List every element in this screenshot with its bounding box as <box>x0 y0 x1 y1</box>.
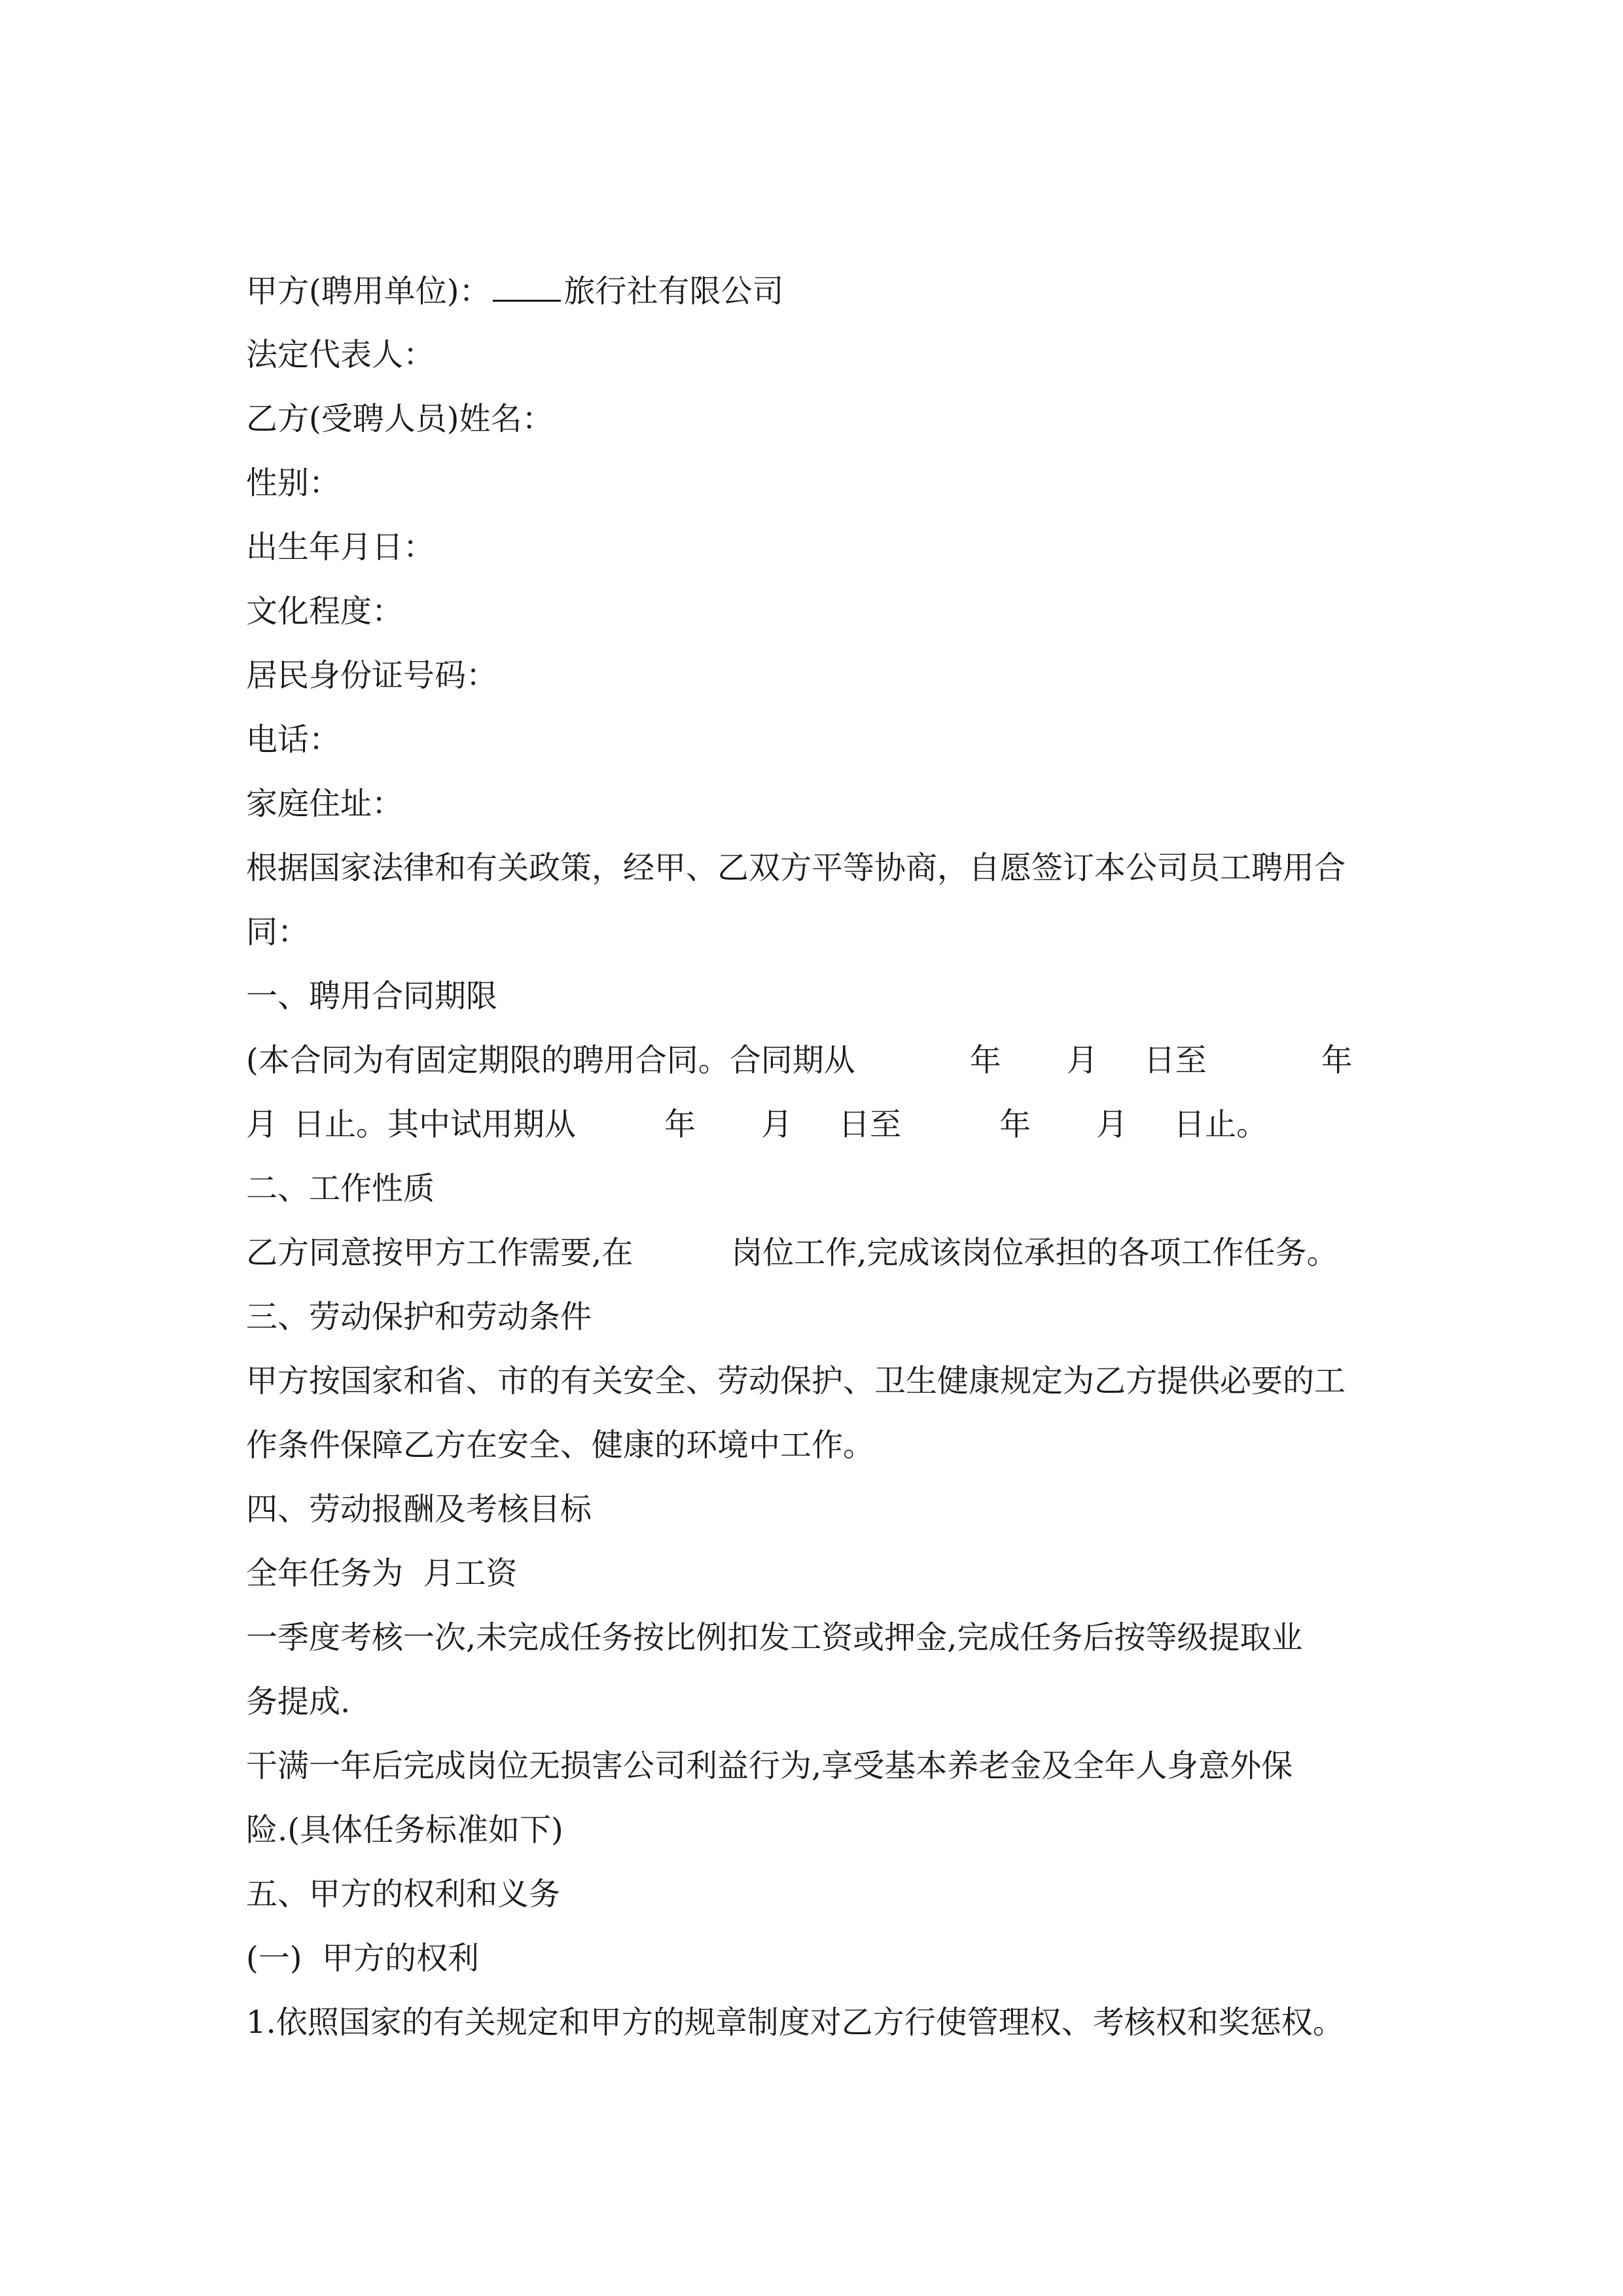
trial-year-2: 年 <box>999 1106 1031 1143</box>
preamble-line-1: 根据国家法律和有关政策，经甲、乙双方平等协商，自愿签订本公司员工聘用合 <box>246 850 1346 886</box>
section-4-title: 四、劳动报酬及考核目标 <box>246 1491 592 1528</box>
term-year: 年 <box>969 1042 1001 1079</box>
section-3-line-1: 甲方按国家和省、市的有关安全、劳动保护、卫生健康规定为乙方提供必要的工 <box>246 1363 1346 1399</box>
section-2-body <box>246 1233 1338 1272</box>
trial-year: 年 <box>664 1106 696 1143</box>
section-5-item-1: 1.依照国家的有关规定和甲方的规章制度对乙方行使管理权、考核权和奖惩权。 <box>246 2004 1344 2041</box>
party-b-name-line: 乙方(受聘人员)姓名： <box>246 401 554 437</box>
phone-line: 电话： <box>246 721 341 758</box>
term-year-2: 年 <box>1321 1042 1353 1079</box>
trial-day-to: 日至 <box>838 1106 902 1143</box>
section-5-title: 五、甲方的权利和义务 <box>246 1876 561 1912</box>
section-2-text-b: 岗位工作,完成该岗位承担的各项工作任务。 <box>731 1234 1338 1271</box>
party-a-line <box>246 271 783 311</box>
gender-line: 性别： <box>246 465 341 501</box>
education-line: 文化程度： <box>246 593 404 630</box>
section-4-line-2: 一季度考核一次,未完成任务按比例扣发工资或押金,完成任务后按等级提取业 <box>246 1619 1303 1656</box>
section-4-line-1: 全年任务为 月工资 <box>246 1555 518 1592</box>
section-2-title: 二、工作性质 <box>246 1170 435 1207</box>
section-3-title: 三、劳动保护和劳动条件 <box>246 1299 592 1335</box>
address-line: 家庭住址： <box>246 785 404 822</box>
term-line-2 <box>246 1105 1268 1144</box>
term-day-to: 日至 <box>1143 1042 1207 1079</box>
trial-month-2: 月 <box>1096 1106 1128 1143</box>
section-3-line-2: 作条件保障乙方在安全、健康的环境中工作。 <box>246 1427 875 1463</box>
party-a-label: 甲方(聘用单位)： <box>246 273 491 310</box>
term-month-2: 月 <box>246 1106 278 1143</box>
id-number-line: 居民身份证号码： <box>246 657 498 694</box>
legal-rep-line: 法定代表人： <box>246 336 435 373</box>
term-line-1 <box>246 1041 1353 1080</box>
section-4-line-5: 险.(具体任务标准如下) <box>246 1812 563 1848</box>
section-4-line-4: 干满一年后完成岗位无损害公司利益行为,享受基本养老金及全年人身意外保 <box>246 1748 1293 1784</box>
preamble-line-2: 同： <box>246 914 310 950</box>
trial-end: 日止。 <box>1173 1106 1268 1143</box>
section-1-title: 一、聘用合同期限 <box>246 978 498 1014</box>
section-2-text-a: 乙方同意按甲方工作需要,在 <box>246 1234 633 1271</box>
term-text-a: (本合同为有固定期限的聘用合同。合同期从 <box>246 1042 855 1079</box>
term-month: 月 <box>1066 1042 1098 1079</box>
section-5-subtitle-1: (一) 甲方的权利 <box>246 1940 479 1977</box>
trial-month: 月 <box>761 1106 793 1143</box>
party-a-blank <box>493 271 561 302</box>
section-4-line-3: 务提成. <box>246 1683 351 1720</box>
birth-date-line: 出生年月日： <box>246 529 435 565</box>
term-text-b: 日止。其中试用期从 <box>293 1106 577 1143</box>
party-a-name: 旅行社有限公司 <box>563 273 784 310</box>
